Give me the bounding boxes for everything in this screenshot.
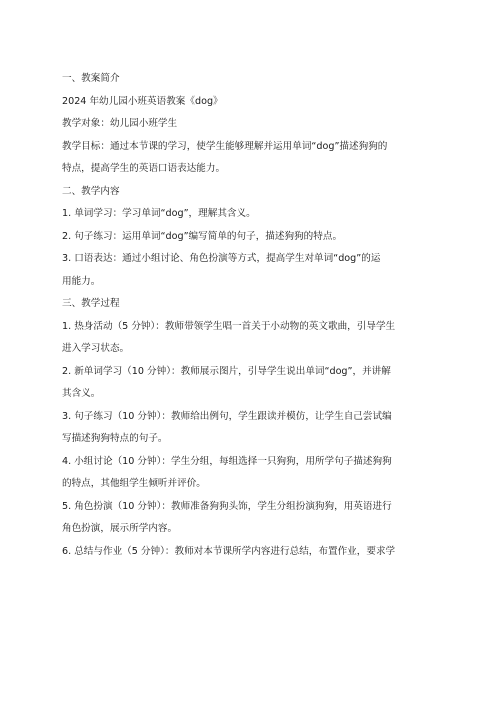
process-item-5-line-2: 角色扮演，展示所学内容。	[62, 523, 178, 534]
process-item-3-line-2: 写描述狗狗特点的句子。	[62, 433, 168, 444]
content-item-1: 1. 单词学习：学习单词“dog”，理解其含义。	[62, 208, 256, 219]
teaching-goal-line-2: 特点，提高学生的英语口语表达能力。	[62, 163, 226, 174]
section-heading-intro: 一、教案简介	[62, 73, 120, 84]
process-item-5-line-1: 5. 角色扮演（10 分钟）：教师准备狗狗头饰，学生分组扮演狗狗，用英语进行	[62, 500, 392, 512]
process-item-3-line-1: 3. 句子练习（10 分钟）：教师给出例句，学生跟读并模仿，让学生自己尝试编	[62, 410, 392, 422]
process-item-1-line-1: 1. 热身活动（5 分钟）：教师带领学生唱一首关于小动物的英文歌曲，引导学生	[62, 320, 396, 332]
process-item-4-line-1: 4. 小组讨论（10 分钟）：学生分组，每组选择一只狗狗，用所学句子描述狗狗	[62, 455, 392, 467]
teaching-target-line: 教学对象：幼儿园小班学生	[62, 118, 178, 129]
content-item-3-line-1: 3. 口语表达：通过小组讨论、角色扮演等方式，提高学生对单词“dog”的运	[62, 253, 381, 264]
section-heading-content: 二、教学内容	[62, 185, 120, 197]
content-item-3-line-2: 用能力。	[62, 275, 101, 287]
teaching-goal-line-1: 教学目标：通过本节课的学习，使学生能够理解并运用单词“dog”描述狗狗的	[62, 140, 388, 152]
process-item-4-line-2: 的特点，其他组学生倾听并评价。	[62, 478, 206, 489]
content-item-2: 2. 句子练习：运用单词“dog”编写简单的句子，描述狗狗的特点。	[62, 230, 343, 242]
process-item-1-line-2: 进入学习状态。	[62, 343, 130, 354]
section-heading-process: 三、教学过程	[62, 298, 120, 309]
process-item-2-line-2: 其含义。	[62, 388, 101, 399]
document-title: 2024 年幼儿园小班英语教案《dog》	[62, 95, 223, 107]
process-item-2-line-1: 2. 新单词学习（10 分钟）：教师展示图片，引导学生说出单词“dog”，并讲解	[62, 365, 391, 377]
document-page	[62, 68, 434, 563]
process-item-6-line-1: 6. 总结与作业（5 分钟）：教师对本节课所学内容进行总结，布置作业，要求学	[62, 545, 396, 557]
